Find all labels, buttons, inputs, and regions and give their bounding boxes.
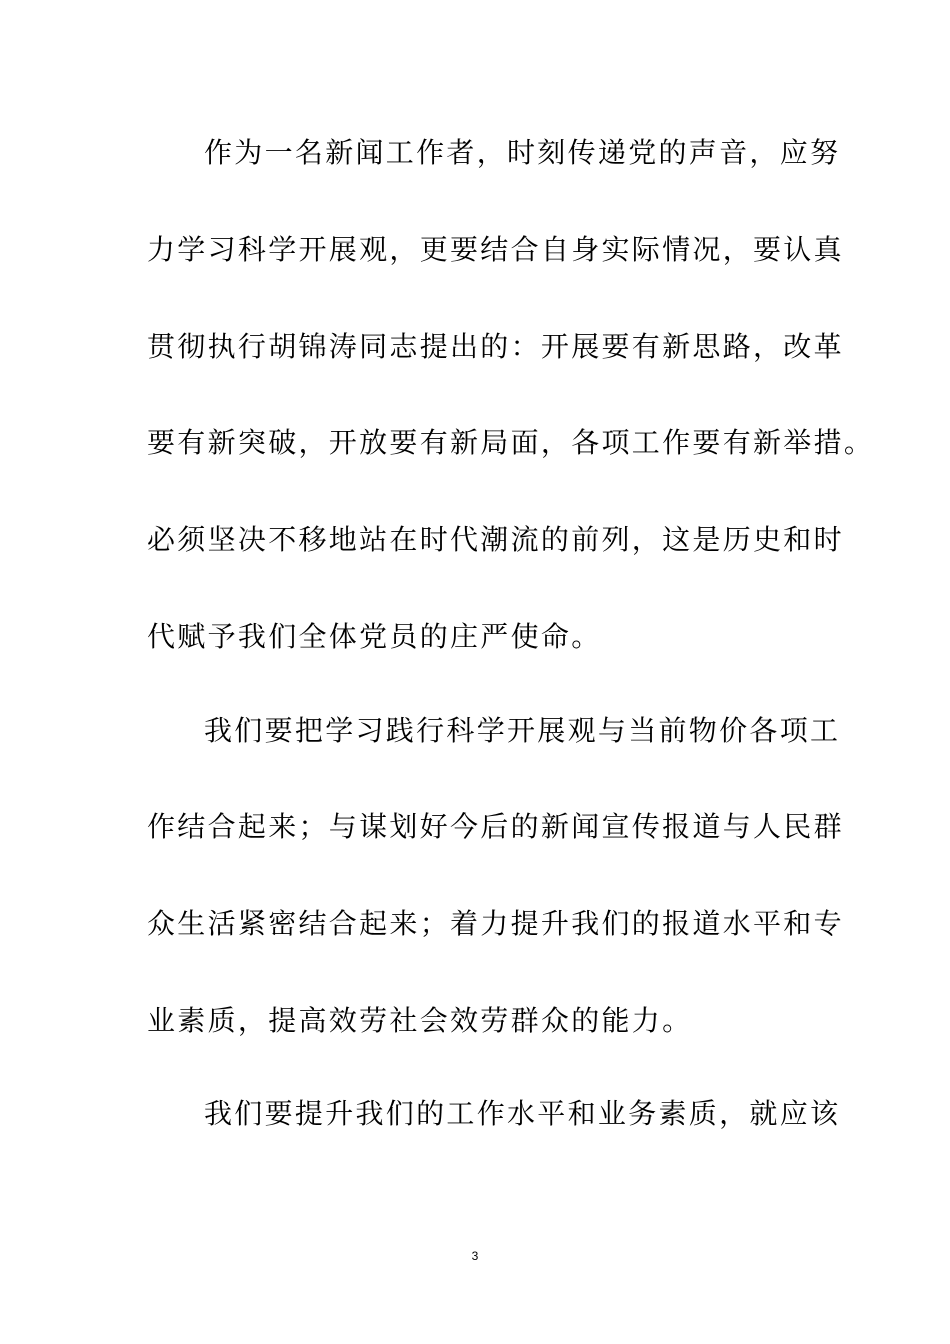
paragraph-1-line-6: 代赋予我们全体党员的庄严使命。: [147, 620, 602, 653]
paragraph-1-line-4: 要有新突破，开放要有新局面，各项工作要有新举措。: [147, 426, 875, 459]
paragraph-1-line-1: 作为一名新闻工作者，时刻传递党的声音，应努: [204, 136, 841, 169]
paragraph-2-line-2: 作结合起来；与谋划好今后的新闻宣传报道与人民群: [147, 810, 844, 843]
paragraph-3-line-1: 我们要提升我们的工作水平和业务素质，就应该: [204, 1097, 841, 1130]
paragraph-1-line-5: 必须坚决不移地站在时代潮流的前列，这是历史和时: [147, 523, 844, 556]
page-number: 3: [471, 1249, 479, 1263]
paragraph-2-line-4: 业素质，提高效劳社会效劳群众的能力。: [147, 1004, 693, 1037]
paragraph-2-line-1: 我们要把学习践行科学开展观与当前物价各项工: [204, 714, 841, 747]
paragraph-2-line-3: 众生活紧密结合起来；着力提升我们的报道水平和专: [147, 907, 844, 940]
paragraph-1-line-2: 力学习科学开展观，更要结合自身实际情况，要认真: [147, 233, 844, 266]
paragraph-1-line-3: 贯彻执行胡锦涛同志提出的：开展要有新思路，改革: [147, 330, 844, 363]
